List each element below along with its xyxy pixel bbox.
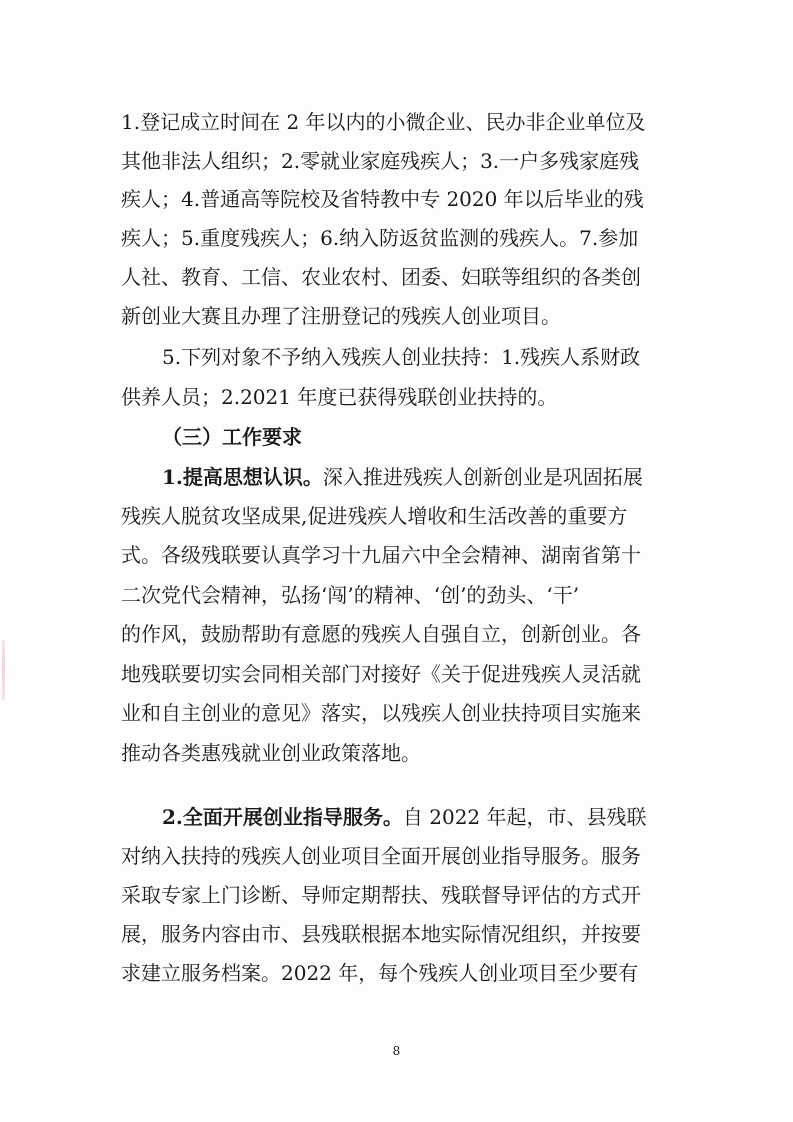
text-line: 求建立服务档案。2022 年，每个残疾人创业项目至少要有 [121,961,639,985]
text-line: 的作风，鼓励帮助有意愿的残疾人自强自立，创新创业。各 [121,622,641,646]
text-line: 地残联要切实会同相关部门对接好《关于促进残疾人灵活就 [121,662,641,686]
text-line: 二次党代会精神，弘扬‘闯’的精神、‘创’的劲头、‘干’ [121,583,580,607]
section-heading: （三）工作要求 [162,425,302,449]
text-line: 其他非法人组织；2.零就业家庭残疾人；3.一户多残家庭残 [121,149,640,173]
text-line: 疾人；5.重度残疾人；6.纳入防返贫监测的残疾人。7.参加 [121,226,639,250]
text-line: 采取专家上门诊断、导师定期帮扶、残联督导评估的方式开 [121,883,641,907]
item1-first-line [162,463,682,491]
item1-title: 1.提高思想认识。 [162,465,323,489]
scan-edge-mark [2,640,5,700]
item2-first-line [162,803,682,831]
text-line: 人社、教育、工信、农业农村、团委、妇联等组织的各类创 [121,265,641,289]
text-line: 对纳入扶持的残疾人创业项目全面开展创业指导服务。服务 [121,844,641,868]
text-line: 1.登记成立时间在 2 年以内的小微企业、民办非企业单位及 [121,110,646,134]
item5-cont-line: 供养人员；2.2021 年度已获得残联创业扶持的。 [121,385,558,409]
text-line: 业和自主创业的意见》落实，以残疾人创业扶持项目实施来 [121,701,641,725]
item1-text: 深入推进残疾人创新创业是巩固拓展 [322,465,643,489]
text-line: 疾人；4.普通高等院校及省特教中专 2020 年以后毕业的残 [121,187,644,211]
item2-text: 自 2022 年起，市、县残联 [402,805,647,829]
item2-title: 2.全面开展创业指导服务。 [162,805,403,829]
item5-line: 5.下列对象不予纳入残疾人创业扶持：1.残疾人系财政 [162,345,641,369]
page-number: 8 [392,1044,401,1058]
text-line: 展，服务内容由市、县残联根据本地实际情况组织，并按要 [121,922,641,946]
text-line: 新创业大赛且办理了注册登记的残疾人创业项目。 [121,304,561,328]
text-line: 残疾人脱贫攻坚成果,促进残疾人增收和生活改善的重要方 [121,504,628,528]
text-line: 推动各类惠残就业创业政策落地。 [121,741,421,765]
text-line: 式。各级残联要认真学习十九届六中全会精神、湖南省第十 [121,543,641,567]
